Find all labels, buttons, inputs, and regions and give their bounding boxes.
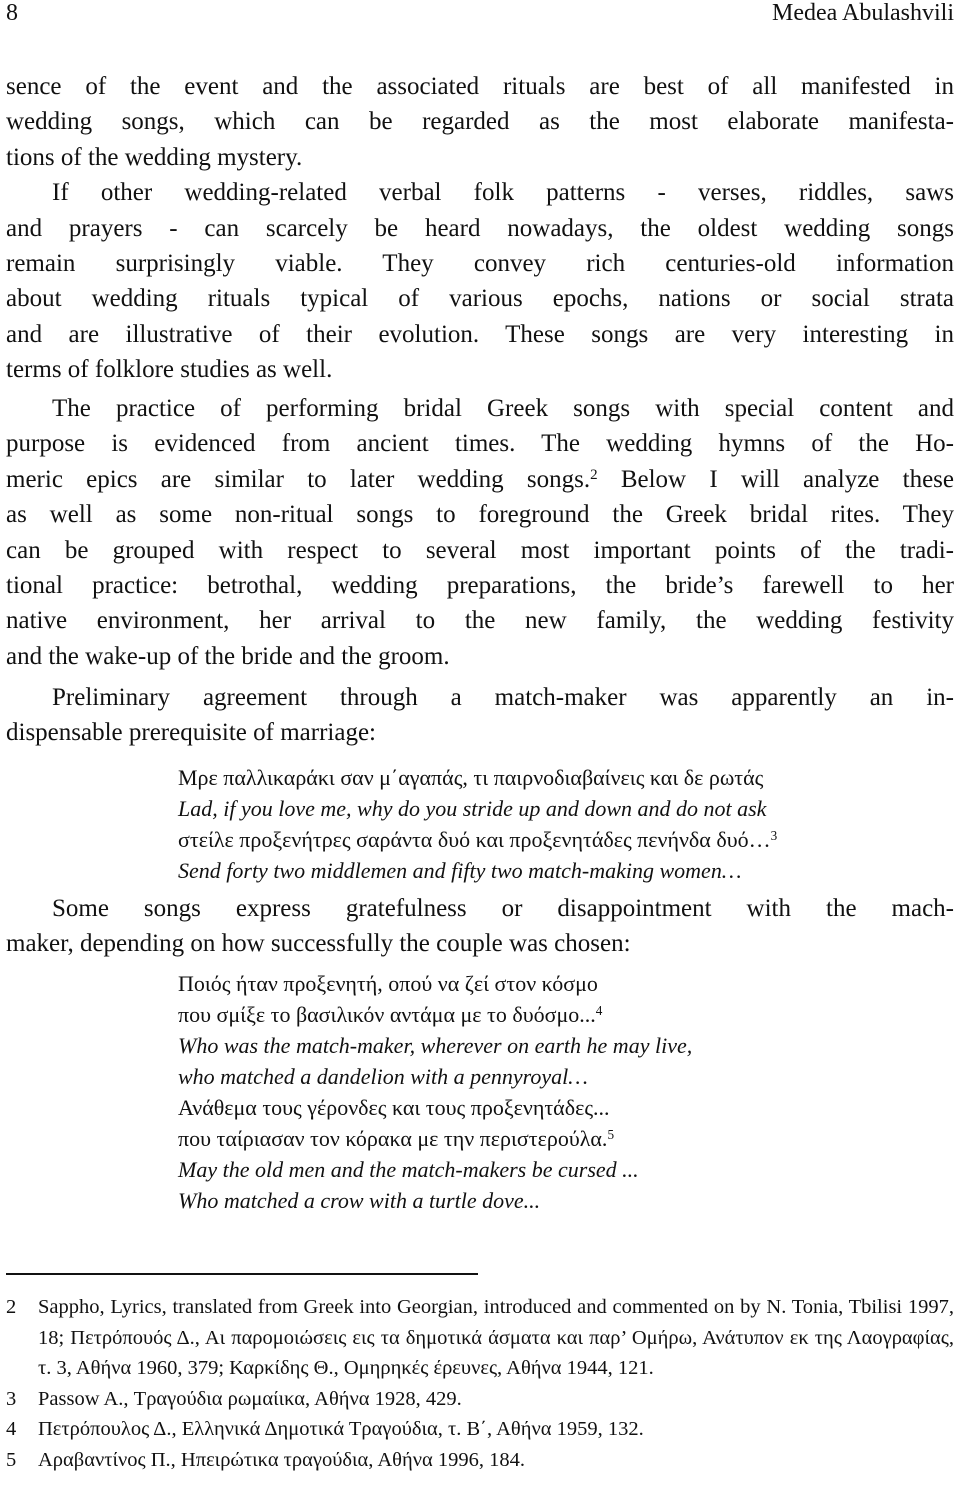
footnote-number: 3: [6, 1387, 17, 1410]
paragraph-wedding-songs: [6, 69, 954, 388]
translation-line: Who was the match-maker, wherever on earth he may live,: [178, 1033, 693, 1058]
text-line: and the wake-up of the bride and the groom.: [6, 642, 450, 670]
footnote-ref-2[interactable]: 2: [590, 466, 598, 483]
greek-verse-line: Μρε παλλικαράκι σαν μ΄αγαπάς, τι παιρνοδιαβαίνεις και δε ρωτάς: [178, 765, 764, 790]
translation-line: May the old men and the match-makers be cursed ...: [178, 1157, 639, 1182]
paragraph-gratefulness: [6, 891, 954, 962]
text-line: If other wedding-related verbal folk patterns - verses, riddles, saws: [52, 179, 954, 207]
footnotes: [6, 1292, 954, 1475]
translation-line: Who matched a crow with a turtle dove...: [178, 1188, 541, 1213]
footnote-text: Αραβαντίνος Π., Ηπειρώτικα τραγούδια, Αθήνα 1996, 184.: [38, 1448, 525, 1471]
text-line: dispensable prerequisite of marriage:: [6, 719, 376, 747]
verse-quotation-2: [178, 968, 938, 1216]
footnote-separator: [6, 1273, 478, 1275]
footnote-ref-5[interactable]: 5: [607, 1126, 615, 1142]
text-line: about wedding rituals typical of various epochs, nations or social strata: [6, 285, 954, 313]
text-line: tional practice: betrothal, wedding preparations, the bride’s farewell to her: [6, 572, 954, 600]
text-line: Some songs express gratefulness or disappointment with the mach-: [52, 895, 954, 922]
text-line: tions of the wedding mystery.: [6, 143, 303, 171]
footnote-text: Passow A., Τραγούδια ρωμαίικα, Αθήνα 1928, 429.: [38, 1387, 462, 1410]
footnote-ref-3[interactable]: 3: [770, 827, 778, 843]
text-line: maker, depending on how successfully the couple was chosen:: [6, 930, 631, 958]
text-line: native environment, her arrival to the new family, the wedding festivity: [6, 607, 954, 635]
greek-verse-line: Ποιός ήταν προξενητή, οπού να ζεί στον κόσμο: [178, 971, 598, 996]
text-line: wedding songs, which can be regarded as the most elaborate manifesta-: [6, 108, 954, 136]
text-line: and prayers - can scarcely be heard nowadays, the oldest wedding songs: [6, 214, 954, 242]
footnote-ref-4[interactable]: 4: [595, 1002, 603, 1018]
text-line: meric epics are similar to later wedding songs.$^2$ Below I will analyze these: [6, 465, 954, 493]
footnote-text: Πετρόπουλος Δ., Ελληνικά Δημοτικά Τραγούδια, τ. Β΄, Αθήνα 1959, 132.: [38, 1418, 644, 1440]
footnote-number: 4: [6, 1418, 17, 1440]
greek-verse-line: Ανάθεμα τους γέρονδες και τους προξενητάδες...: [178, 1095, 610, 1120]
text-line: as well as some non-ritual songs to foreground the Greek bridal rites. They: [6, 501, 954, 529]
greek-verse-line: που σμίξε το βασιλικόν αντάμα με το δυόσμο...$^4$: [178, 1002, 603, 1027]
footnote-number: 2: [6, 1296, 17, 1318]
text-line: and are illustrative of their evolution. These songs are very interesting in: [6, 320, 954, 348]
text-line: remain surprisingly viable. They convey rich centuries-old information: [6, 250, 954, 278]
page-header: [6, 0, 954, 36]
translation-line: who matched a dandelion with a pennyroyal…: [178, 1064, 588, 1089]
running-head-author: Medea Abulashvili: [772, 0, 954, 26]
footnote-item: [6, 1414, 954, 1445]
paragraph-match-maker: [6, 680, 954, 751]
footnote-item: [6, 1292, 954, 1384]
translation-line: Lad, if you love me, why do you stride up and down and do not ask: [178, 796, 767, 821]
greek-verse-line: που ταίριασαν τον κόρακα με την περιστερούλα.$^5$: [178, 1126, 615, 1151]
text-line: terms of folklore studies as well.: [6, 356, 333, 384]
paragraph-bridal-practice: [6, 391, 954, 674]
footnote-text: Sappho, Lyrics, translated from Greek into Georgian, introduced and commented on by N. Tonia, Tbilisi 1997, 18; Πετρόπουός Δ., Αι παρομοιώσεις εις τα δημοτικά άσματα και παρ’ Ομήρω, Ανάτυπον εκ της Λαογραφίας, τ. 3, Αθήνα 1960, 379; Καρκίδης Θ., Ομηρηκές έρευνες, Αθήνα 1944, 121.: [38, 1296, 954, 1379]
footnote-item: [6, 1445, 954, 1476]
verse-quotation-1: [178, 762, 938, 886]
text-line: can be grouped with respect to several most important points of the tradi-: [6, 536, 954, 564]
footnote-item: [6, 1384, 954, 1415]
page-number: 8: [6, 0, 18, 26]
text-line: sence of the event and the associated rituals are best of all manifested in: [6, 73, 954, 100]
greek-verse-line: στείλε προξενήτρες σαράντα δυό και προξενητάδες πενήνδα δυό…$^3$: [178, 827, 778, 852]
text-line: purpose is evidenced from ancient times. The wedding hymns of the Ho-: [6, 430, 954, 458]
footnote-number: 5: [6, 1448, 17, 1471]
text-line: The practice of performing bridal Greek songs with special content and: [52, 395, 954, 422]
translation-line: Send forty two middlemen and fifty two match-making women…: [178, 858, 742, 883]
text-line: Preliminary agreement through a match-maker was apparently an in-: [52, 684, 954, 711]
